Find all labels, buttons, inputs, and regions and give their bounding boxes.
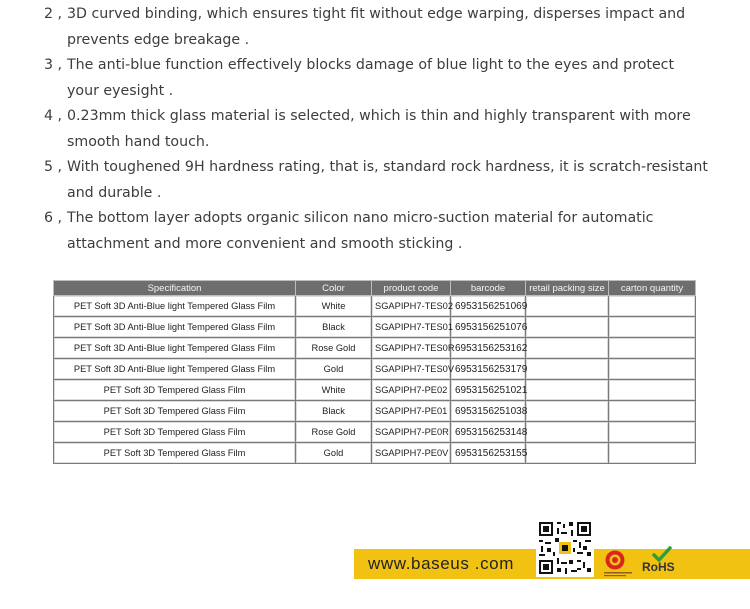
cell-retail-packing-size xyxy=(526,338,609,359)
cell-barcode: 6953156253148 xyxy=(451,422,526,443)
cell-color: Black xyxy=(296,317,372,338)
header-barcode: barcode xyxy=(451,281,526,296)
table-row xyxy=(54,296,696,317)
header-color: Color xyxy=(296,281,372,296)
feature-item xyxy=(44,206,724,257)
cell-specification: PET Soft 3D Tempered Glass Film xyxy=(54,443,296,464)
cell-product-code: SGAPIPH7-PE01 xyxy=(372,401,451,422)
cell-product-code: SGAPIPH7-TES0R xyxy=(372,338,451,359)
rohs-check-icon xyxy=(640,546,684,578)
feature-text-line: The bottom layer adopts organic silicon nano micro-suction material for automatic xyxy=(67,210,654,226)
feature-number: 6 , xyxy=(44,210,63,226)
cell-color: White xyxy=(296,380,372,401)
cell-carton-quantity xyxy=(609,422,696,443)
cell-barcode: 6953156251038 xyxy=(451,401,526,422)
cell-color: Rose Gold xyxy=(296,422,372,443)
feature-text-line: The anti-blue function effectively blocks damage of blue light to the eyes and protect xyxy=(67,57,675,73)
feature-number: 4 , xyxy=(44,108,63,124)
feature-number: 5 , xyxy=(44,159,63,175)
cell-specification: PET Soft 3D Tempered Glass Film xyxy=(54,401,296,422)
table-row xyxy=(54,338,696,359)
cell-color: Gold xyxy=(296,443,372,464)
cell-barcode: 6953156253155 xyxy=(451,443,526,464)
table-row xyxy=(54,317,696,338)
header-product-code: product code xyxy=(372,281,451,296)
table-header-row xyxy=(54,281,696,296)
feature-text-line: and durable . xyxy=(67,184,162,201)
cell-color: Gold xyxy=(296,359,372,380)
cell-retail-packing-size xyxy=(526,401,609,422)
cell-carton-quantity xyxy=(609,296,696,317)
cell-carton-quantity xyxy=(609,338,696,359)
cell-color: White xyxy=(296,296,372,317)
cell-retail-packing-size xyxy=(526,317,609,338)
cell-retail-packing-size xyxy=(526,359,609,380)
cell-barcode: 6953156253162 xyxy=(451,338,526,359)
table-row xyxy=(54,401,696,422)
table-row xyxy=(54,359,696,380)
feature-text-line: prevents edge breakage . xyxy=(67,31,250,48)
table-row xyxy=(54,380,696,401)
cell-color: Black xyxy=(296,401,372,422)
cell-carton-quantity xyxy=(609,359,696,380)
cell-specification: PET Soft 3D Tempered Glass Film xyxy=(54,422,296,443)
cell-carton-quantity xyxy=(609,401,696,422)
cell-product-code: SGAPIPH7-PE0R xyxy=(372,422,451,443)
cell-barcode: 6953156253179 xyxy=(451,359,526,380)
feature-text-line: 3D curved binding, which ensures tight fit without edge warping, disperses impact and xyxy=(67,6,686,22)
feature-text-line: your eyesight . xyxy=(67,82,174,99)
cell-color: Rose Gold xyxy=(296,338,372,359)
cell-barcode: 6953156251021 xyxy=(451,380,526,401)
feature-item xyxy=(44,155,724,206)
cell-specification: PET Soft 3D Anti-Blue light Tempered Glass Film xyxy=(54,317,296,338)
feature-item xyxy=(44,104,724,155)
cell-retail-packing-size xyxy=(526,422,609,443)
cell-retail-packing-size xyxy=(526,380,609,401)
cell-specification: PET Soft 3D Tempered Glass Film xyxy=(54,380,296,401)
qr-code-icon xyxy=(536,519,594,577)
feature-item xyxy=(44,2,724,53)
cell-barcode: 6953156251076 xyxy=(451,317,526,338)
feature-text-line: smooth hand touch. xyxy=(67,133,210,150)
header-retail-packing-size: retail packing size xyxy=(526,281,609,296)
header-specification: Specification xyxy=(54,281,296,296)
red-dot-award-icon xyxy=(601,549,635,579)
cell-product-code: SGAPIPH7-TES02 xyxy=(372,296,451,317)
feature-text-line: 0.23mm thick glass material is selected, which is thin and highly transparent with more xyxy=(67,108,691,124)
cell-retail-packing-size xyxy=(526,443,609,464)
cell-product-code: SGAPIPH7-PE0V xyxy=(372,443,451,464)
cell-product-code: SGAPIPH7-TES01 xyxy=(372,317,451,338)
feature-text-line: attachment and more convenient and smooth sticking . xyxy=(67,235,463,252)
rohs-label: RoHS xyxy=(642,560,675,574)
table-row xyxy=(54,443,696,464)
cell-specification: PET Soft 3D Anti-Blue light Tempered Glass Film xyxy=(54,359,296,380)
feature-number: 3 , xyxy=(44,57,63,73)
cell-retail-packing-size xyxy=(526,296,609,317)
cell-specification: PET Soft 3D Anti-Blue light Tempered Glass Film xyxy=(54,296,296,317)
cell-carton-quantity xyxy=(609,380,696,401)
website-url: www.baseus .com xyxy=(368,554,514,573)
table-row xyxy=(54,422,696,443)
header-carton-quantity: carton quantity xyxy=(609,281,696,296)
feature-text-line: With toughened 9H hardness rating, that is, standard rock hardness, it is scratch-resistant xyxy=(67,159,708,175)
spec-table xyxy=(53,280,696,464)
feature-item xyxy=(44,53,724,104)
cell-carton-quantity xyxy=(609,317,696,338)
cell-specification: PET Soft 3D Anti-Blue light Tempered Glass Film xyxy=(54,338,296,359)
cell-carton-quantity xyxy=(609,443,696,464)
cell-product-code: SGAPIPH7-TES0V xyxy=(372,359,451,380)
feature-number: 2 , xyxy=(44,6,63,22)
cell-product-code: SGAPIPH7-PE02 xyxy=(372,380,451,401)
cell-barcode: 6953156251069 xyxy=(451,296,526,317)
